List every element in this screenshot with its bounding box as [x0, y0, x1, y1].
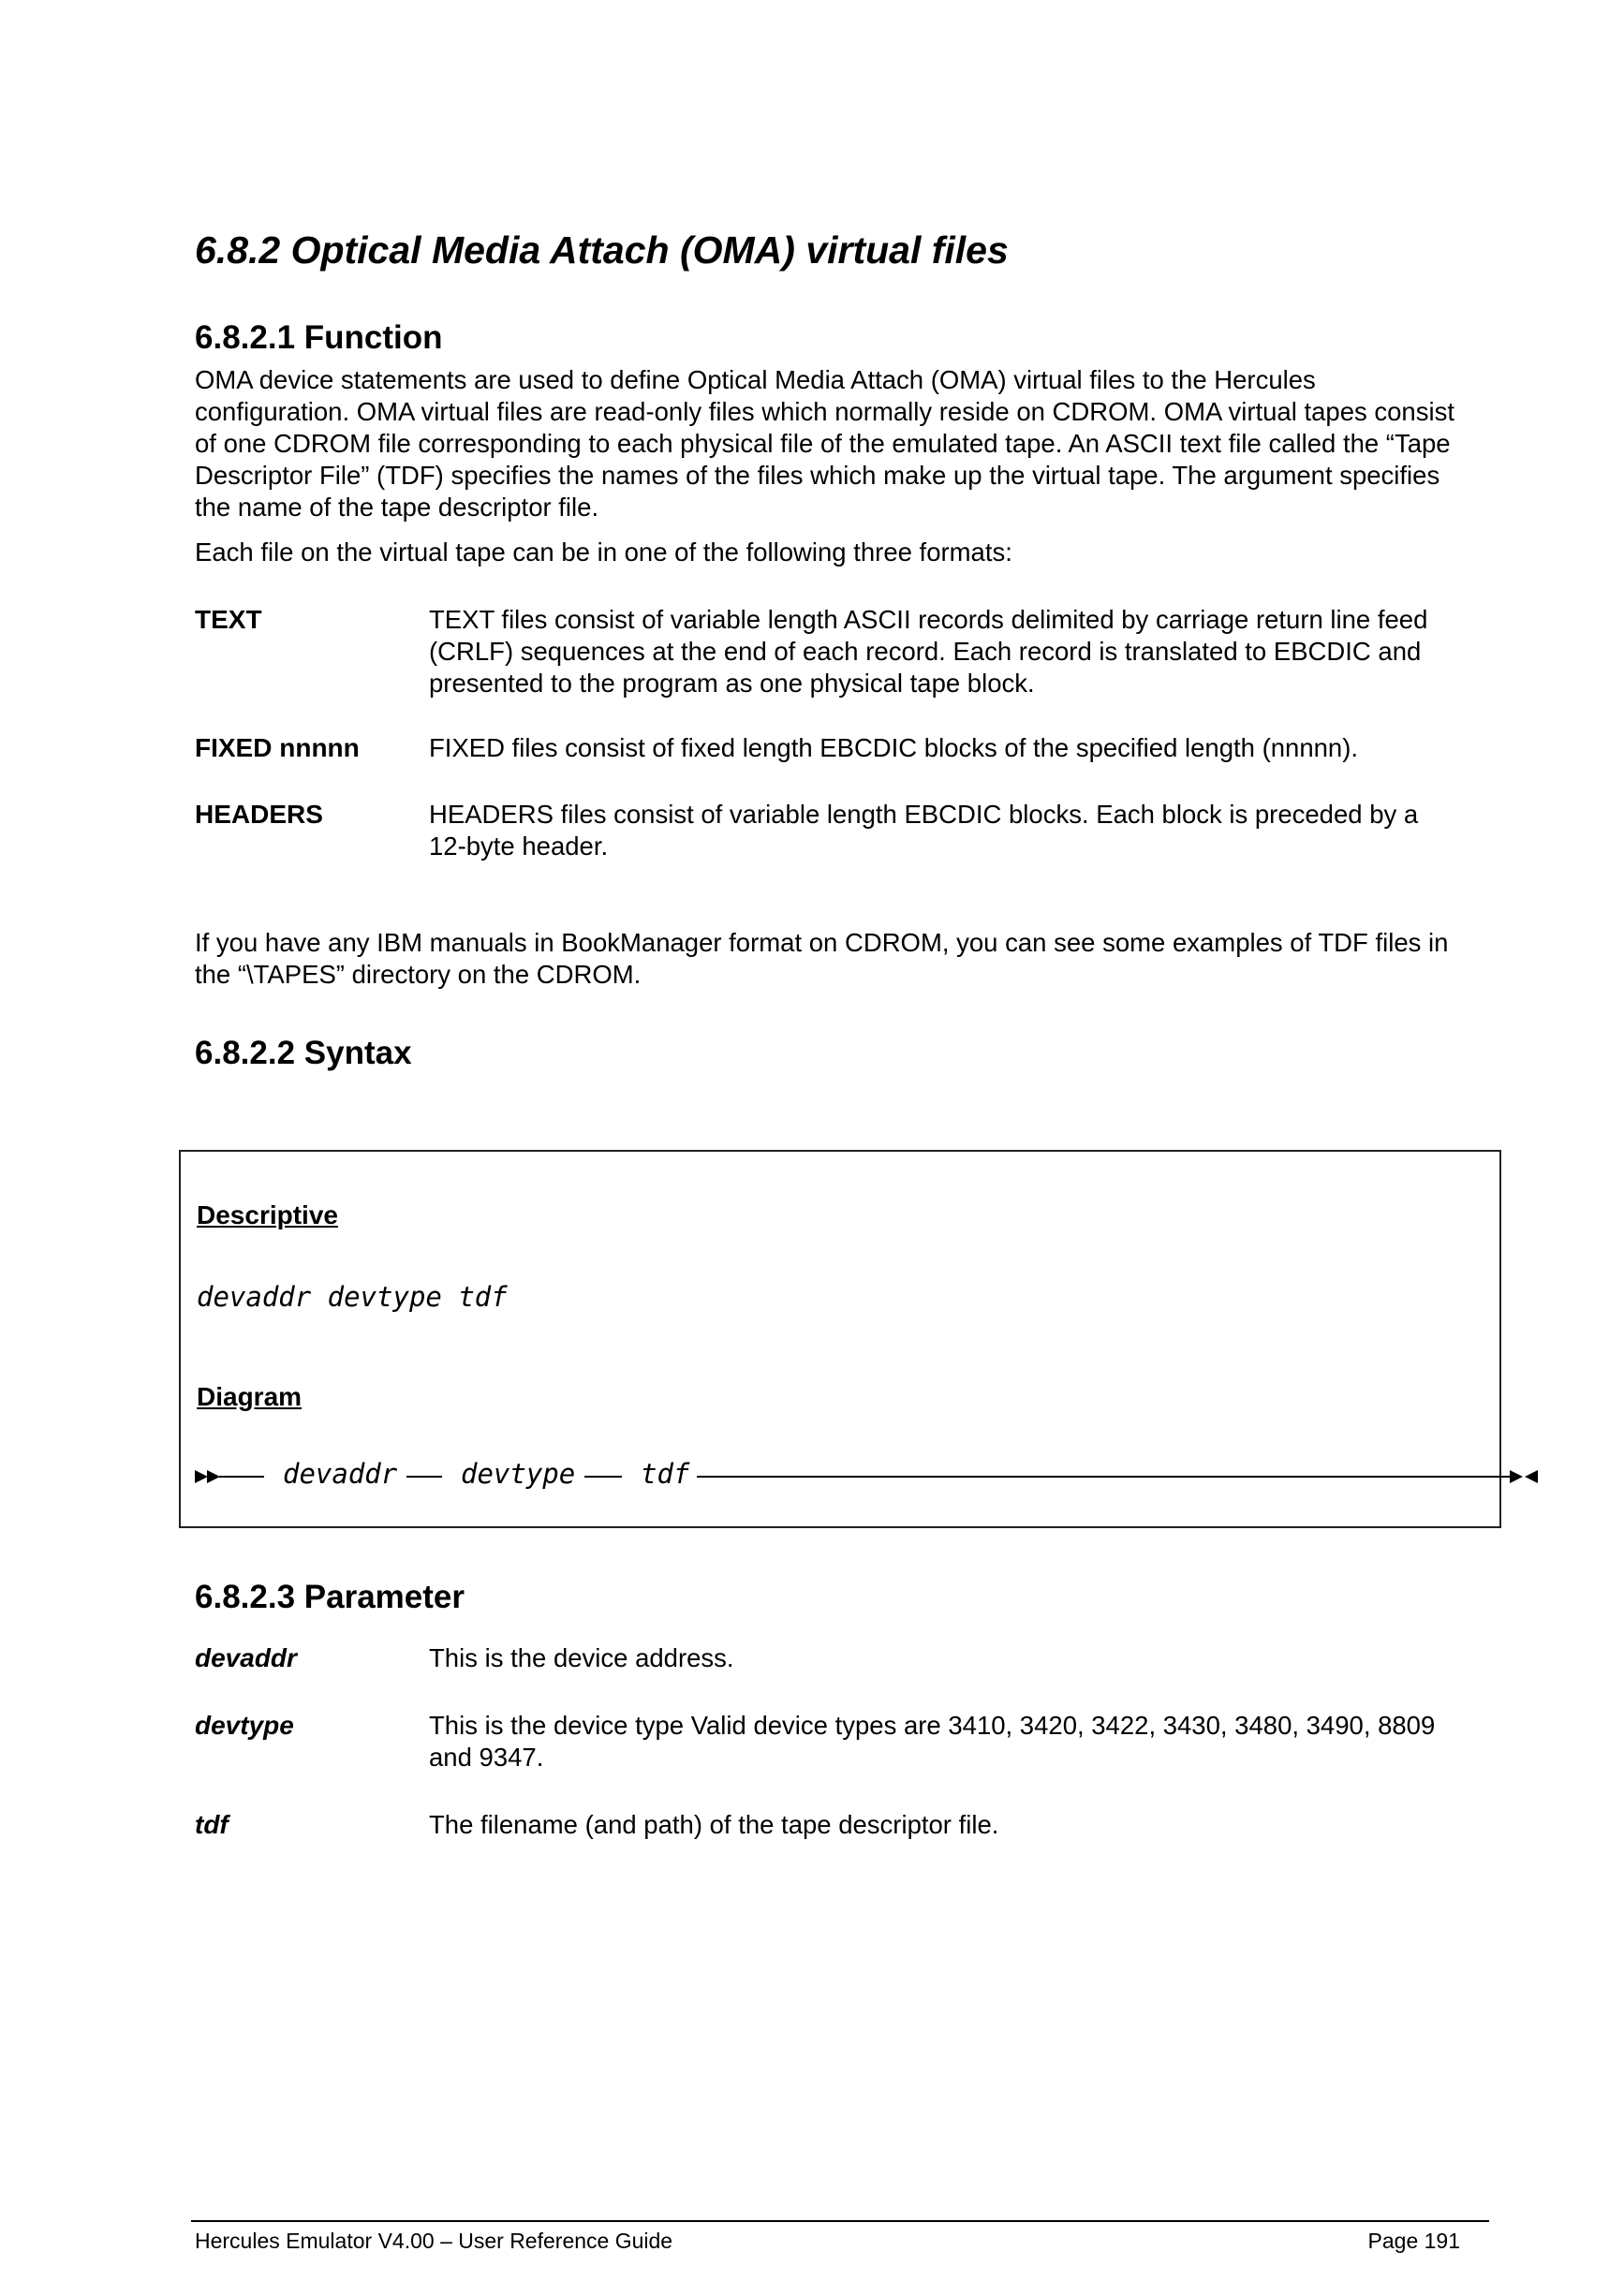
diagram-start-arrows-icon	[195, 1464, 232, 1490]
function-intro-paragraph: OMA device statements are used to define Optical Media Attach (OMA) virtual files to the Hercules configuration. OMA virtual files are read-only files which normally reside on CDROM. OMA virtual tapes consist of one CDROM file corresponding to each physical file of the emulated tape. An ASCII text file called the “Tape Descriptor File” (TDF) specifies the names of the files which make up the virtual tape. The argument specifies the name of the tape descriptor file.	[195, 365, 1454, 522]
diagram-token-devtype: devtype	[461, 1458, 576, 1490]
diagram-label: Diagram	[197, 1382, 303, 1411]
diagram-line-segment	[232, 1476, 264, 1478]
parameter-term-devtype: devtype	[195, 1711, 294, 1740]
format-desc-fixed: FIXED files consist of fixed length EBCDIC blocks of the specified length (nnnnn).	[429, 733, 1359, 762]
function-heading: 6.8.2.1 Function	[195, 319, 443, 356]
bookmanager-note-paragraph: If you have any IBM manuals in BookManager format on CDROM, you can see some examples of TDF files in the “\TAPES” directory on the CDROM.	[195, 928, 1449, 989]
syntax-heading: 6.8.2.2 Syntax	[195, 1035, 412, 1071]
parameter-term-tdf: tdf	[195, 1810, 229, 1839]
diagram-line-segment	[697, 1476, 1517, 1478]
diagram-end-arrows-icon	[1510, 1464, 1542, 1490]
format-term-headers: HEADERS	[195, 800, 323, 829]
diagram-line-segment	[406, 1476, 442, 1478]
formats-intro-paragraph: Each file on the virtual tape can be in one of the following three formats:	[195, 537, 1012, 567]
format-term-text: TEXT	[195, 605, 262, 634]
diagram-line-segment	[584, 1476, 622, 1478]
section-heading: 6.8.2 Optical Media Attach (OMA) virtual files	[195, 228, 1009, 272]
parameter-heading: 6.8.2.3 Parameter	[195, 1579, 465, 1615]
footer-page-number: Page 191	[1367, 2229, 1460, 2253]
format-desc-headers: HEADERS files consist of variable length EBCDIC blocks. Each block is preceded by a 12-byte header.	[429, 800, 1419, 861]
parameter-desc-devaddr: This is the device address.	[429, 1643, 734, 1672]
footer-document-title: Hercules Emulator V4.00 – User Reference Guide	[195, 2229, 673, 2253]
footer-rule	[191, 2220, 1489, 2222]
parameter-desc-devtype: This is the device type Valid device types are 3410, 3420, 3422, 3430, 3480, 3490, 8809 and 9347.	[429, 1711, 1436, 1772]
descriptive-label: Descriptive	[197, 1200, 338, 1229]
format-term-fixed: FIXED nnnnn	[195, 733, 360, 762]
diagram-token-tdf: tdf	[641, 1458, 690, 1490]
document-page	[195, 0, 1460, 2296]
parameter-desc-tdf: The filename (and path) of the tape descriptor file.	[429, 1810, 999, 1839]
format-desc-text: TEXT files consist of variable length ASCII records delimited by carriage return line feed (CRLF) sequences at the end of each record. Each record is translated to EBCDIC and presented to the program as one physical tape block.	[429, 605, 1428, 698]
parameter-term-devaddr: devaddr	[195, 1643, 297, 1672]
diagram-token-devaddr: devaddr	[283, 1458, 398, 1490]
descriptive-syntax-text: devaddr devtype tdf	[197, 1281, 508, 1313]
